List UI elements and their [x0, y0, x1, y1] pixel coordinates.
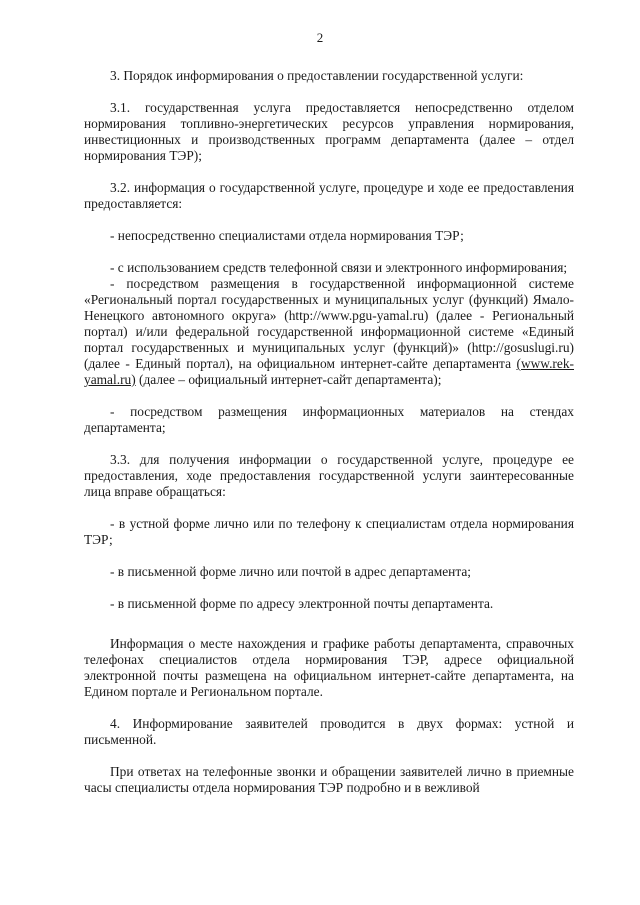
list-item-portals — [84, 276, 574, 388]
paragraph-contact-info: Информация о месте нахождения и графике работы департамента, справочных телефонах специалистов отдела нормирования ТЭР, адресе официальной электронной почты размещена на официальном интернет-сайте департамента, на Едином портале и Региональном портале. — [84, 636, 574, 699]
list-item-written-email: - в письменной форме по адресу электронной почты департамента. — [110, 596, 494, 611]
paragraph-3-1: 3.1. государственная услуга предоставляется непосредственно отделом нормирования топливно-энергетических ресурсов управления нормирования, инвестиционных и производственных программ департамента (далее – отдел нормирования ТЭР); — [84, 100, 574, 163]
list-item-oral: - в устной форме лично или по телефону к специалистам отдела нормирования ТЭР; — [84, 516, 574, 547]
list-item-phone: - с использованием средств телефонной связи и электронного информирования; — [110, 260, 568, 275]
document-body — [84, 68, 574, 796]
portals-text: - посредством размещения в государственной информационной системе «Региональный портал государственных и муниципальных услуг (функций) Ямало-Ненецкого автономного округа» (http://www.pgu-yamal.ru) (далее - Региональный портал) и/или федеральной государственной информационной системе «Единый портал государственных и муниципальных услуг (функций)» (http://gosuslugi.ru) (далее - Единый портал), на официальном интернет-сайте департамента — [84, 276, 574, 371]
paragraph-3-2: 3.2. информация о государственной услуге, процедуре и ходе ее предоставления предоставляется: — [84, 180, 574, 211]
paragraph-phone-answers: При ответах на телефонные звонки и обращении заявителей лично в приемные часы специалисты отдела нормирования ТЭР подробно и в вежливой — [84, 764, 574, 795]
page-number: 2 — [316, 30, 324, 45]
paragraph-3-3: 3.3. для получения информации о государственной услуге, процедуре ее предоставления, ходе предоставления государственной услуги заинтересованные лица вправе обращаться: — [84, 452, 574, 499]
list-item-specialists: - непосредственно специалистами отдела нормирования ТЭР; — [110, 228, 464, 243]
portals-text-end: (далее – официальный интернет-сайт департамента); — [135, 372, 442, 387]
section-heading-3: 3. Порядок информирования о предоставлении государственной услуги: — [110, 68, 524, 83]
section-heading-4: 4. Информирование заявителей проводится в двух формах: устной и письменной. — [84, 716, 574, 747]
list-item-written-mail: - в письменной форме лично или почтой в адрес департамента; — [110, 564, 472, 579]
department-site-link[interactable]: (www.rek-yamal.ru) — [84, 356, 574, 387]
list-item-stands: - посредством размещения информационных материалов на стендах департамента; — [84, 404, 574, 435]
